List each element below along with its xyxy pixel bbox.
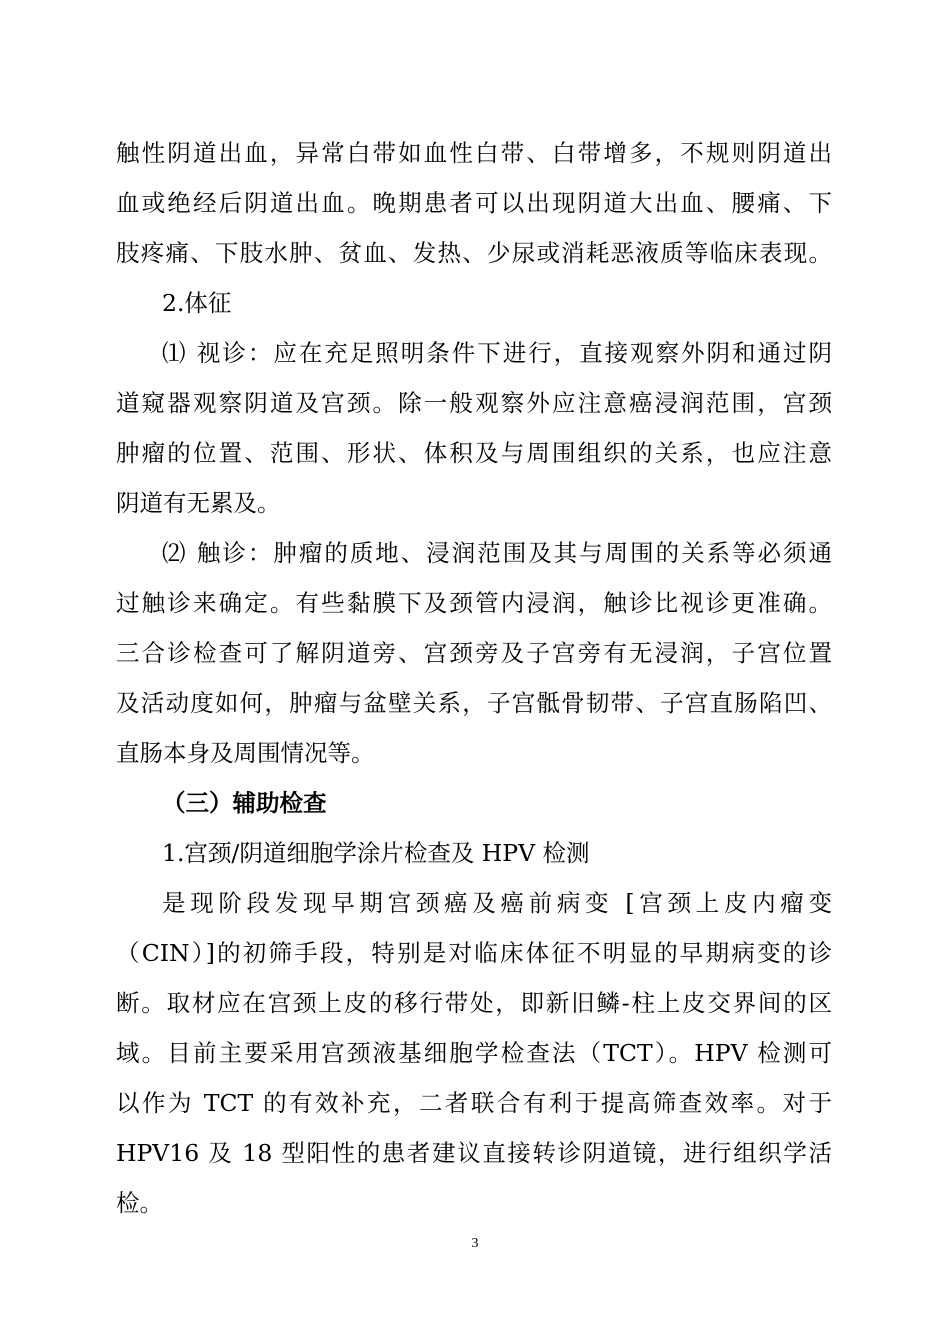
body-text-line: 肢疼痛、下肢水肿、贫血、发热、少尿或消耗恶液质等临床表现。 xyxy=(116,239,832,267)
body-text-line: HPV16 及 18 型阳性的患者建议直接转诊阴道镜，进行组织学活 xyxy=(116,1139,832,1167)
body-text-line: 域。目前主要采用宫颈液基细胞学检查法（TCT）。HPV 检测可 xyxy=(116,1039,832,1067)
section-subheading: 2.体征 xyxy=(162,289,232,317)
body-text-line: ⑵ 触诊：肿瘤的质地、浸润范围及其与周围的关系等必须通 xyxy=(162,539,832,567)
body-text-line: （CIN）]的初筛手段，特别是对临床体征不明显的早期病变的诊 xyxy=(116,939,832,967)
body-text-line: 触性阴道出血，异常白带如血性白带、白带增多，不规则阴道出 xyxy=(116,139,832,167)
body-text-line: 过触诊来确定。有些黏膜下及颈管内浸润，触诊比视诊更准确。 xyxy=(116,589,832,617)
body-text-line: 以作为 TCT 的有效补充，二者联合有利于提高筛查效率。对于 xyxy=(116,1089,832,1117)
section-heading: （三）辅助检查 xyxy=(162,789,327,817)
body-text-line: 断。取材应在宫颈上皮的移行带处，即新旧鳞-柱上皮交界间的区 xyxy=(116,989,832,1017)
body-text-line: 道窥器观察阴道及宫颈。除一般观察外应注意癌浸润范围，宫颈 xyxy=(116,389,832,417)
section-subheading: 1.宫颈/阴道细胞学涂片检查及 HPV 检测 xyxy=(162,839,590,867)
body-text-line: 肿瘤的位置、范围、形状、体积及与周围组织的关系，也应注意 xyxy=(116,439,832,467)
body-text-line: 阴道有无累及。 xyxy=(116,489,281,517)
body-text-line: 三合诊检查可了解阴道旁、宫颈旁及子宫旁有无浸润，子宫位置 xyxy=(116,639,832,667)
page-number: 3 xyxy=(471,1236,479,1251)
body-text-line: 及活动度如何，肿瘤与盆壁关系，子宫骶骨韧带、子宫直肠陷凹、 xyxy=(116,689,832,717)
body-text-line: 血或绝经后阴道出血。晚期患者可以出现阴道大出血、腰痛、下 xyxy=(116,189,832,217)
body-text-line: ⑴ 视诊：应在充足照明条件下进行，直接观察外阴和通过阴 xyxy=(162,339,832,367)
body-text-line: 检。 xyxy=(116,1189,163,1217)
body-text-line: 直肠本身及周围情况等。 xyxy=(116,739,375,767)
body-text-line: 是现阶段发现早期宫颈癌及癌前病变 [宫颈上皮内瘤变 xyxy=(162,889,832,917)
